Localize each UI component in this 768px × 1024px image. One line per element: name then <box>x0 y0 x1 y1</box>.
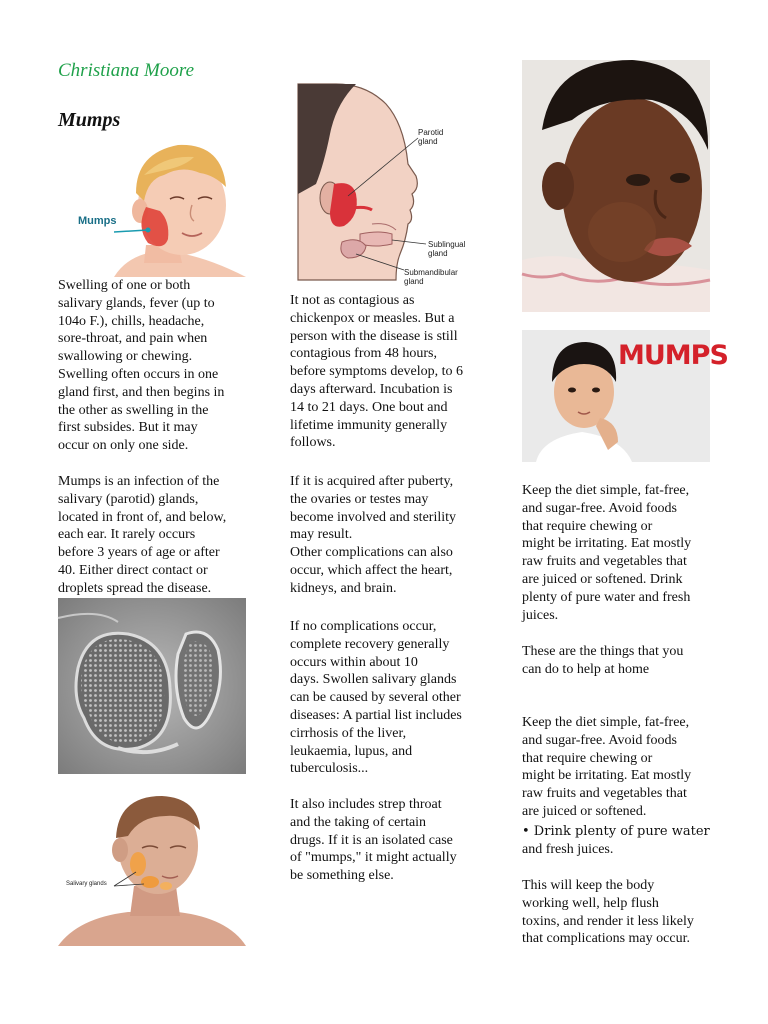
water-bullet-continuation: and fresh juices. <box>522 841 614 857</box>
document-title: Mumps <box>58 109 121 131</box>
boy-figure-label: Mumps <box>78 215 117 227</box>
home-help-paragraph: These are the things that you can do to help at home <box>522 644 684 677</box>
strep-throat-paragraph: It also includes strep throat and the taking of certain drugs. If it is an isolated case of "mumps," it might actually be something else. <box>290 797 457 884</box>
virus-micrograph-image <box>58 598 246 774</box>
diet-paragraph: Keep the diet simple, fat-free, and sugar-free. Avoid foods that require chewing or might be irritating. Eat mostly raw fruits and vegetables that are juiced or softened. Drink plenty of pure water and fresh juices. <box>522 483 692 623</box>
submandibular-gland-label: Submandibular gland <box>404 268 458 286</box>
infection-paragraph: Mumps is an infection of the salivary (parotid) glands, located in front of, and below, each ear. It rarely occurs before 3 years of age or after 40. Either direct contact or droplets spread the disease. <box>58 474 227 596</box>
child-photo-image <box>522 60 710 312</box>
recovery-paragraph: If no complications occur, complete recovery generally occurs within about 10 days. Swollen salivary glands can be caused by several other diseases: A partial list includes cirrhosis of the liver, leukaemia, lupus, and tuberculosis... <box>290 619 462 777</box>
mumps-poster <box>522 330 728 462</box>
virus-micrograph <box>58 598 246 774</box>
salivary-glands-image <box>58 790 246 946</box>
salivary-glands-label: Salivary glands <box>66 881 107 887</box>
complications-paragraph: If it is acquired after puberty, the ovaries or testes may become involved and sterility may result. Other complications can also occur, which affect the heart, kidneys, and brain. <box>290 474 457 596</box>
salivary-glands-figure <box>58 790 246 946</box>
diet-repeat-paragraph: Keep the diet simple, fat-free, and sugar-free. Avoid foods that require chewing or might be irritating. Eat mostly raw fruits and vegetables that are juiced or softened. <box>522 715 692 819</box>
boy-illustration <box>74 135 250 277</box>
symptoms-paragraph: Swelling of one or both salivary glands, fever (up to 104o F.), chills, headache, sore-throat, and pain when swallowing or chewing. Swelling often occurs in one gland first, and then begins in the other as swelling in the first subsides. But it may occur on only one side. <box>58 278 225 454</box>
boy-illustration-figure <box>74 135 250 277</box>
contagion-paragraph: It not as contagious as chickenpox or measles. But a person with the disease is still contagious from 48 hours, before symptoms develop, to 6 days afterward. Incubation is 14 to 21 days. One bout and lifetime immunity generally follows. <box>290 293 464 451</box>
water-bullet-line: • Drink plenty of pure water <box>522 824 710 839</box>
author-name: Christiana Moore <box>58 60 194 81</box>
gland-diagram <box>296 84 480 290</box>
parotid-gland-label: Parotid gland <box>418 128 444 146</box>
water-bullet-paragraph <box>522 823 722 859</box>
gland-diagram-figure <box>296 84 480 290</box>
sublingual-gland-label: Sublingual gland <box>428 240 466 258</box>
mumps-poster-word: MUMPS <box>618 340 728 371</box>
child-photo <box>522 60 710 312</box>
body-health-paragraph: This will keep the body working well, help flush toxins, and render it less likely that complications may occur. <box>522 878 694 947</box>
